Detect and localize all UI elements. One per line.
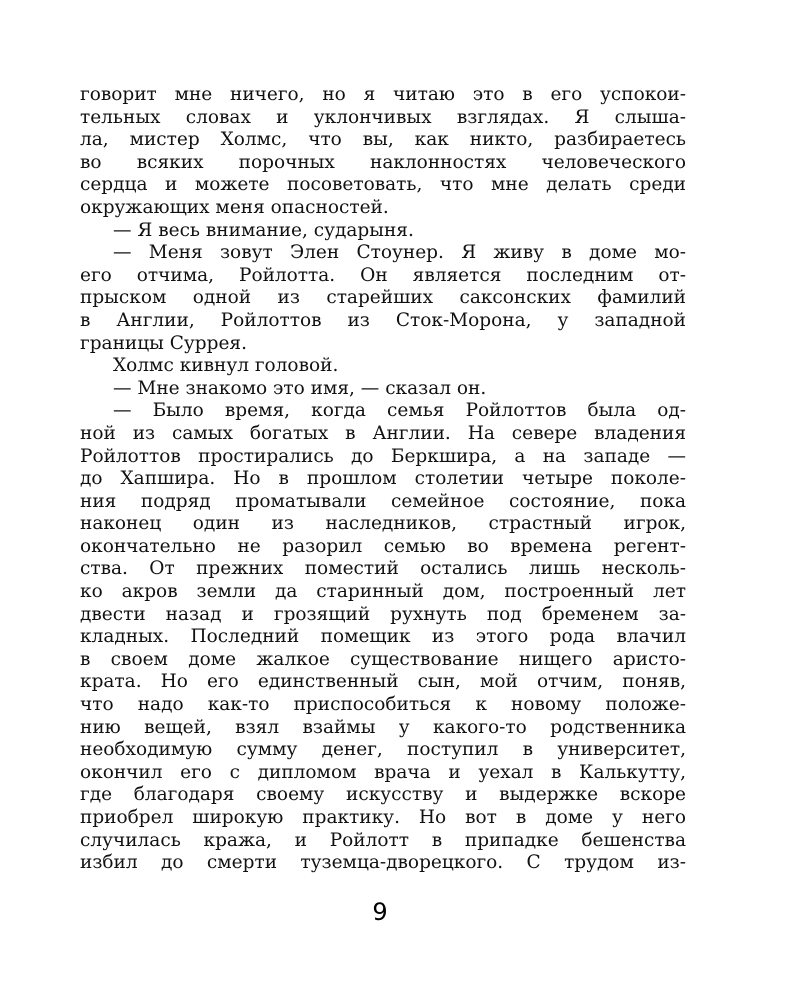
page-number: 9 (372, 898, 388, 926)
text-line: приобрел широкую практику. Но вот в доме у него (80, 807, 686, 828)
text-line: в своем доме жалкое существование нищего аристо- (80, 648, 686, 670)
text-line: избил до смерти туземца-дворецкого. С трудом из- (80, 852, 686, 874)
book-page-text (80, 84, 686, 875)
text-line: ла, мистер Холмс, что вы, как никто, разбираетесь (80, 129, 686, 151)
text-line: в Англии, Ройлоттов из Сток-Морона, у западной (80, 309, 686, 331)
text-line: что надо как-то приспособиться к новому положе- (80, 694, 686, 716)
text-line: ной из самых богатых в Англии. На севере владения (80, 422, 686, 444)
text-line: — Мне знакомо это имя, — сказал он. (113, 377, 487, 399)
text-line: окончательно не разорил семью во времена регент- (80, 535, 686, 557)
text-line: крата. Но его единственный сын, мой отчим, поняв, (80, 671, 686, 693)
text-line: — Было время, когда семья Ройлоттов была од- (113, 400, 686, 422)
text-line: ства. От прежних поместий остались лишь несколь- (80, 558, 686, 580)
text-line: — Я весь внимание, сударыня. (113, 219, 414, 241)
text-line: наконец один из наследников, страстный игрок, (80, 513, 686, 535)
text-line: тельных словах и уклончивых взглядах. Я слыша- (80, 106, 686, 128)
text-line: до Хапшира. Но в прошлом столетии четыре поколе- (80, 468, 686, 490)
text-line: — Меня зовут Элен Стоунер. Я живу в доме мо- (113, 242, 686, 264)
text-line: его отчима, Ройлотта. Он является последним от- (80, 264, 686, 286)
text-line: окружающих меня опасностей. (80, 196, 389, 218)
text-line: где благодаря своему искусству и выдержке вскоре (80, 784, 686, 806)
text-line: случилась кража, и Ройлотт в припадке бешенства (80, 829, 686, 851)
text-line: Ройлоттов простирались до Беркшира, а на западе — (80, 445, 686, 467)
text-line: необходимую сумму денег, поступил в университет, (80, 739, 686, 761)
text-line: ния подряд проматывали семейное состояние, пока (80, 490, 686, 512)
text-line: границы Суррея. (80, 332, 247, 354)
text-line: во всяких порочных наклонностях человеческого (80, 151, 686, 173)
text-line: прыском одной из старейших саксонских фамилий (80, 287, 686, 309)
text-line: говорит мне ничего, но я читаю это в его успокои- (80, 84, 686, 105)
text-line: сердца и можете посоветовать, что мне делать среди (80, 174, 686, 196)
text-line: нию вещей, взял взаймы у какого-то родственника (80, 716, 686, 738)
text-line: ко акров земли да старинный дом, построенный лет (80, 581, 686, 603)
text-line: двести назад и грозящий рухнуть под бременем за- (80, 603, 686, 625)
text-line: Холмс кивнул головой. (113, 355, 339, 377)
text-line: окончил его с дипломом врача и уехал в Калькутту, (80, 761, 686, 783)
text-line: кладных. Последний помещик из этого рода влачил (80, 626, 686, 648)
